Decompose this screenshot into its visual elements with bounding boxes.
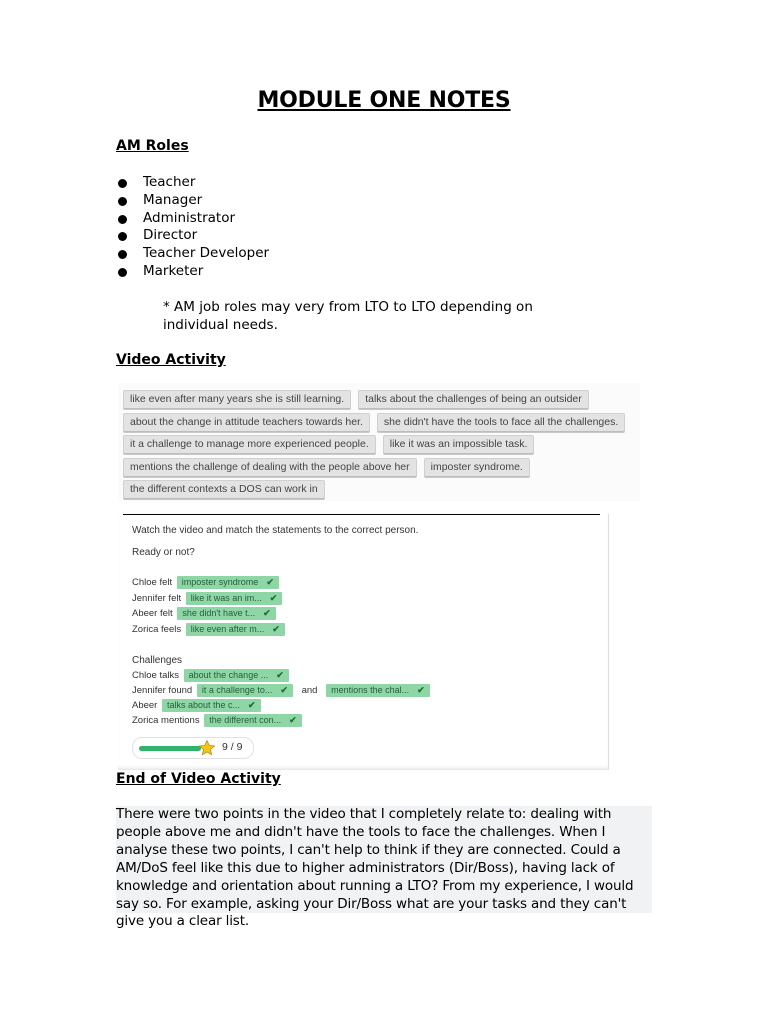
answer-text: mentions the chal... bbox=[331, 685, 410, 695]
list-item bbox=[116, 192, 269, 210]
chip-row bbox=[123, 390, 596, 407]
answer-slot[interactable] bbox=[184, 669, 289, 682]
statement-chip[interactable]: like even after many years she is still learning. bbox=[123, 390, 351, 409]
am-roles-list bbox=[116, 174, 269, 281]
list-item bbox=[116, 227, 269, 245]
match-row bbox=[132, 669, 289, 683]
progress-bar bbox=[139, 746, 201, 751]
role-label: Manager bbox=[143, 191, 203, 208]
answer-slot[interactable] bbox=[162, 699, 261, 712]
check-icon: ✔ bbox=[417, 685, 425, 695]
answer-text: the different con... bbox=[209, 715, 282, 725]
video-activity-heading: Video Activity bbox=[116, 352, 226, 368]
chip-row bbox=[123, 435, 541, 452]
answer-text: she didn't have t... bbox=[182, 608, 256, 618]
role-label: Administrator bbox=[143, 209, 236, 226]
reflection-paragraph: There were two points in the video that I completely relate to: dealing with people above me and didn't have the tools to face the challenges. When I analyse these two points, I can't help to think if they are connected. Could a AM/DoS feel like this due to higher administrators (Dir/Boss), having lack of knowledge and orientation about running a LTO? From my experience, I would say so. For example, asking your Dir/Boss what are your tasks and they can't give you a clear list. bbox=[116, 806, 652, 913]
answer-slot[interactable] bbox=[186, 592, 283, 605]
list-item bbox=[116, 245, 269, 263]
score-progress bbox=[132, 737, 254, 759]
role-label: Teacher Developer bbox=[143, 245, 270, 262]
match-row bbox=[132, 592, 282, 606]
match-row bbox=[132, 623, 285, 637]
statement-chip[interactable]: about the change in attitude teachers towards her. bbox=[123, 413, 370, 432]
quiz-instruction: Watch the video and match the statements to the correct person. bbox=[132, 525, 419, 536]
answer-text: like even after m... bbox=[190, 624, 265, 634]
star-icon bbox=[198, 739, 216, 757]
match-row bbox=[132, 699, 261, 713]
statement-chips-screenshot bbox=[118, 383, 640, 501]
check-icon: ✔ bbox=[272, 624, 280, 634]
answer-text: like it was an im... bbox=[190, 593, 262, 603]
end-video-activity-heading: End of Video Activity bbox=[116, 771, 281, 787]
answer-slot[interactable] bbox=[197, 684, 293, 697]
role-label: Teacher bbox=[143, 174, 196, 190]
bullet-icon bbox=[118, 179, 127, 188]
statement-chip[interactable]: like it was an impossible task. bbox=[383, 435, 535, 454]
check-icon: ✔ bbox=[263, 608, 271, 618]
answer-slot[interactable] bbox=[177, 607, 275, 620]
roles-note: * AM job roles may very from LTO to LTO depending on individual needs. bbox=[163, 299, 533, 333]
divider bbox=[123, 514, 600, 515]
check-icon: ✔ bbox=[289, 715, 297, 725]
list-item bbox=[116, 174, 269, 192]
challenges-label: Challenges bbox=[132, 655, 183, 666]
check-icon: ✔ bbox=[269, 593, 278, 603]
role-label: Marketer bbox=[143, 262, 204, 279]
quiz-result-screenshot bbox=[118, 514, 609, 770]
list-item bbox=[116, 210, 269, 228]
statement-chip[interactable]: mentions the challenge of dealing with the people above her bbox=[123, 458, 417, 477]
match-row bbox=[132, 684, 430, 698]
person-label: Zorica mentions bbox=[132, 715, 200, 726]
answer-slot[interactable] bbox=[186, 623, 285, 636]
check-icon: ✔ bbox=[266, 577, 274, 587]
list-item bbox=[116, 263, 269, 281]
person-label: Jennifer found bbox=[132, 685, 193, 696]
role-label: Director bbox=[143, 227, 198, 244]
document-title: MODULE ONE NOTES bbox=[257, 88, 511, 113]
check-icon: ✔ bbox=[276, 670, 284, 680]
person-label: Abeer felt bbox=[132, 608, 173, 619]
person-label: Zorica feels bbox=[132, 624, 182, 635]
check-icon: ✔ bbox=[280, 685, 288, 695]
am-roles-heading: AM Roles bbox=[116, 138, 189, 154]
match-row bbox=[132, 576, 279, 590]
score-text: 9 / 9 bbox=[222, 741, 243, 753]
answer-text: about the change ... bbox=[188, 670, 269, 680]
quiz-prompt: Ready or not? bbox=[132, 547, 195, 558]
statement-chip[interactable]: talks about the challenges of being an outsider bbox=[358, 390, 589, 409]
check-icon: ✔ bbox=[248, 700, 256, 710]
answer-slot[interactable] bbox=[204, 714, 301, 727]
chip-row bbox=[123, 413, 632, 430]
answer-text: talks about the c... bbox=[167, 700, 241, 710]
bullet-icon bbox=[118, 250, 127, 259]
match-row bbox=[132, 714, 302, 728]
bullet-icon bbox=[118, 215, 127, 224]
joiner-text: and bbox=[301, 685, 318, 696]
match-row bbox=[132, 607, 276, 621]
statement-chip[interactable]: it a challenge to manage more experienced people. bbox=[123, 435, 376, 454]
bullet-icon bbox=[118, 268, 127, 277]
statement-chip[interactable]: imposter syndrome. bbox=[424, 458, 530, 477]
bullet-icon bbox=[118, 232, 127, 241]
answer-slot[interactable] bbox=[177, 576, 279, 589]
answer-slot[interactable] bbox=[326, 684, 430, 697]
answer-text: imposter syndrome bbox=[181, 577, 259, 587]
person-label: Chloe talks bbox=[132, 670, 179, 681]
statement-chip[interactable]: she didn't have the tools to face all the challenges. bbox=[377, 413, 625, 432]
statement-chip[interactable]: the different contexts a DOS can work in bbox=[123, 480, 325, 499]
person-label: Chloe felt bbox=[132, 577, 173, 588]
person-label: Jennifer felt bbox=[132, 593, 182, 604]
answer-text: it a challenge to... bbox=[201, 685, 273, 695]
chip-row bbox=[123, 480, 332, 497]
chip-row bbox=[123, 458, 537, 475]
bullet-icon bbox=[118, 197, 127, 206]
person-label: Abeer bbox=[132, 700, 158, 711]
